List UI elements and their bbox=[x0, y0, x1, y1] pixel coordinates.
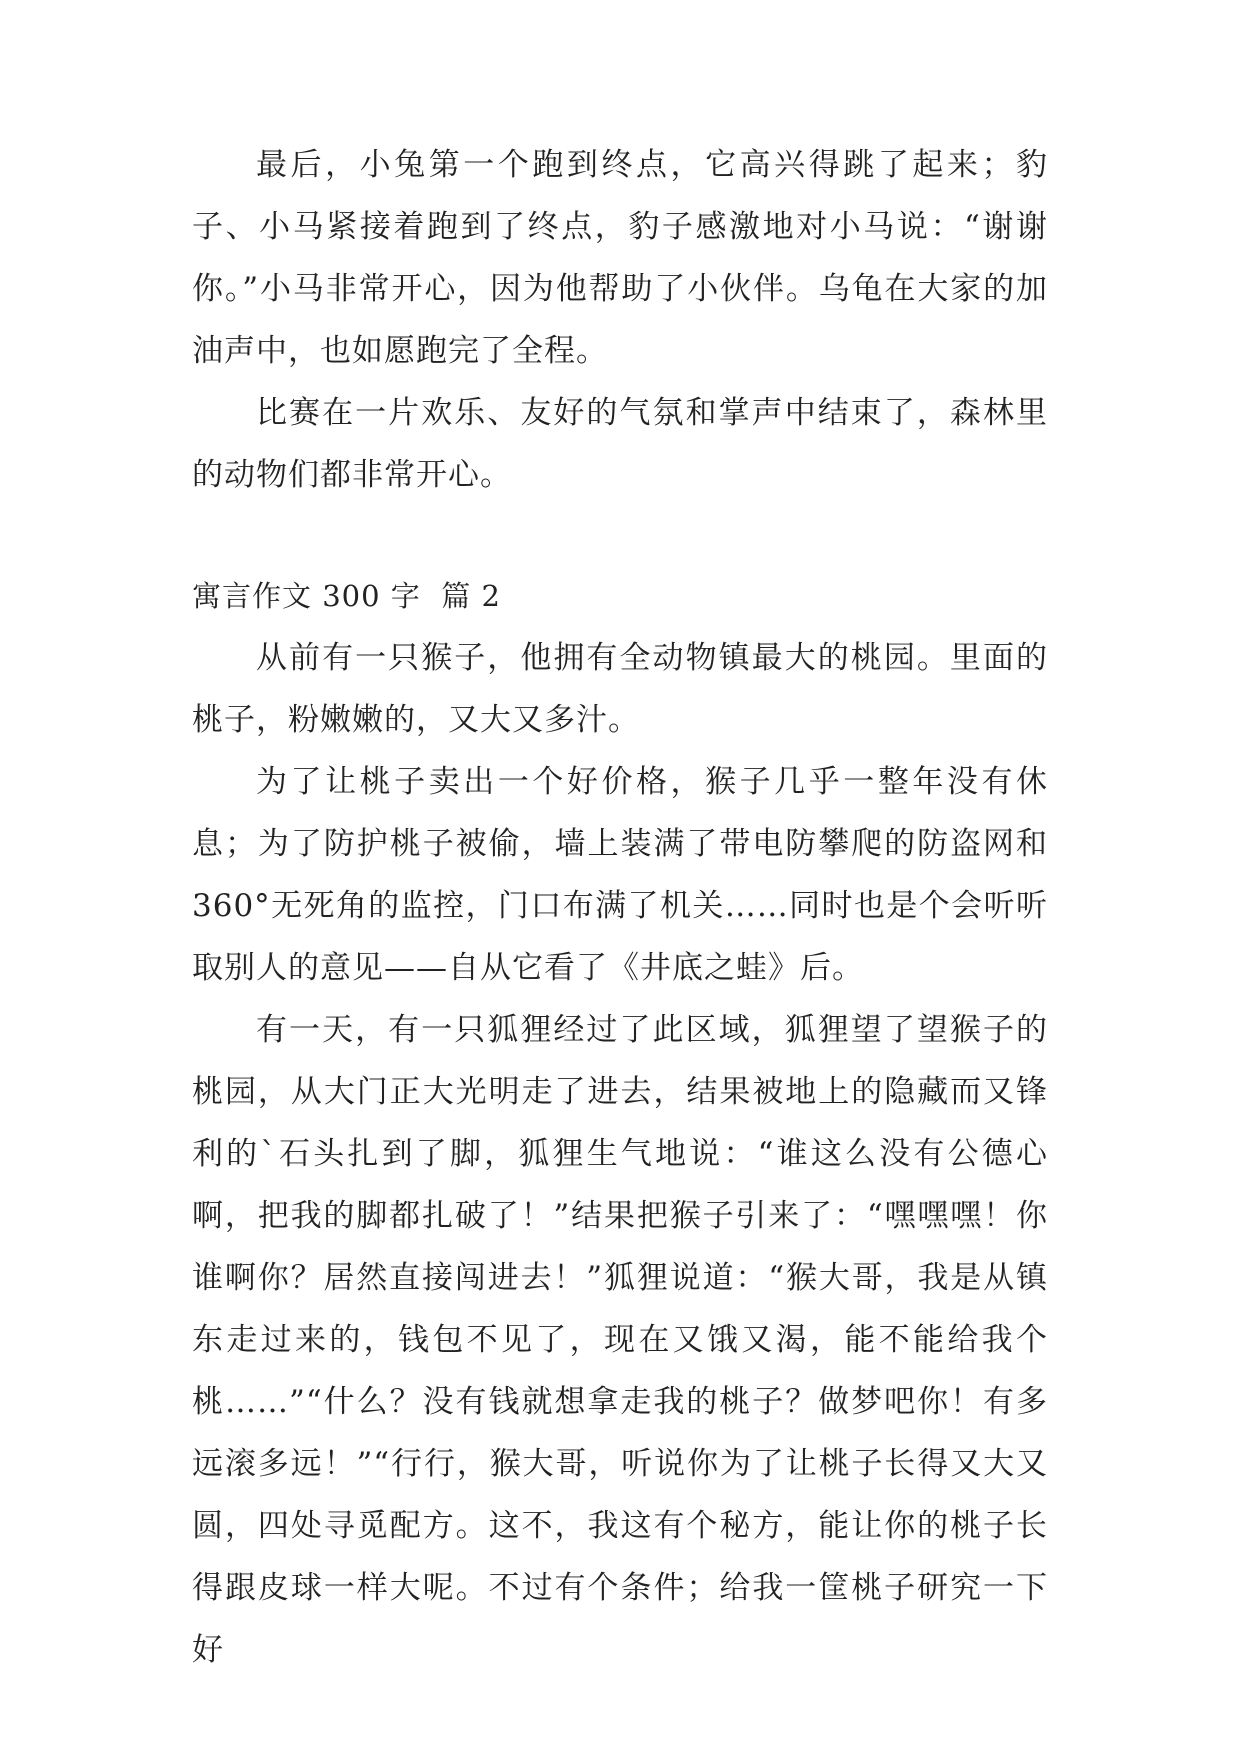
paragraph-monkey-intro: 从前有一只猴子，他拥有全动物镇最大的桃园。里面的桃子，粉嫩嫩的，又大又多汁。 bbox=[192, 640, 1048, 738]
paragraph-fox-visit: 有一天，有一只狐狸经过了此区域，狐狸望了望猴子的桃园，从大门正大光明走了进去，结果被地上的隐藏而又锋利的`石头扎到了脚，狐狸生气地说：“谁这么没有公德心啊，把我的脚都扎破了！”结果把猴子引来了：“嘿嘿嘿！你谁啊你？居然直接闯进去！”狐狸说道：“猴大哥，我是从镇东走过来的，钱包不见了，现在又饿又渴，能不能给我个桃……”“什么？没有钱就想拿走我的桃子？做梦吧你！有多远滚多远！”“行行，猴大哥，听说你为了让桃子长得又大又圆，四处寻觅配方。这不，我这有个秘方，能让你的桃子长得跟皮球一样大呢。不过有个条件；给我一筐桃子研究一下好 bbox=[192, 1012, 1048, 1668]
paragraph-monkey-protection: 为了让桃子卖出一个好价格，猴子几乎一整年没有休息；为了防护桃子被偷，墙上装满了带电防攀爬的防盗网和 360°无死角的监控，门口布满了机关……同时也是个会听听取别人的意见——自从它看了《井底之蛙》后。 bbox=[192, 764, 1048, 986]
paragraph-race-finish: 最后，小兔第一个跑到终点，它高兴得跳了起来；豹子、小马紧接着跑到了终点，豹子感激地对小马说：“谢谢你。”小马非常开心，因为他帮助了小伙伴。乌龟在大家的加油声中，也如愿跑完了全程。 bbox=[192, 147, 1048, 369]
section-one-body bbox=[192, 134, 1048, 506]
section-two-heading: 寓言作文 300 字 篇 2 bbox=[192, 579, 501, 613]
section-two-body bbox=[192, 627, 1048, 1681]
paragraph-race-end: 比赛在一片欢乐、友好的气氛和掌声中结束了，森林里的动物们都非常开心。 bbox=[192, 395, 1048, 493]
